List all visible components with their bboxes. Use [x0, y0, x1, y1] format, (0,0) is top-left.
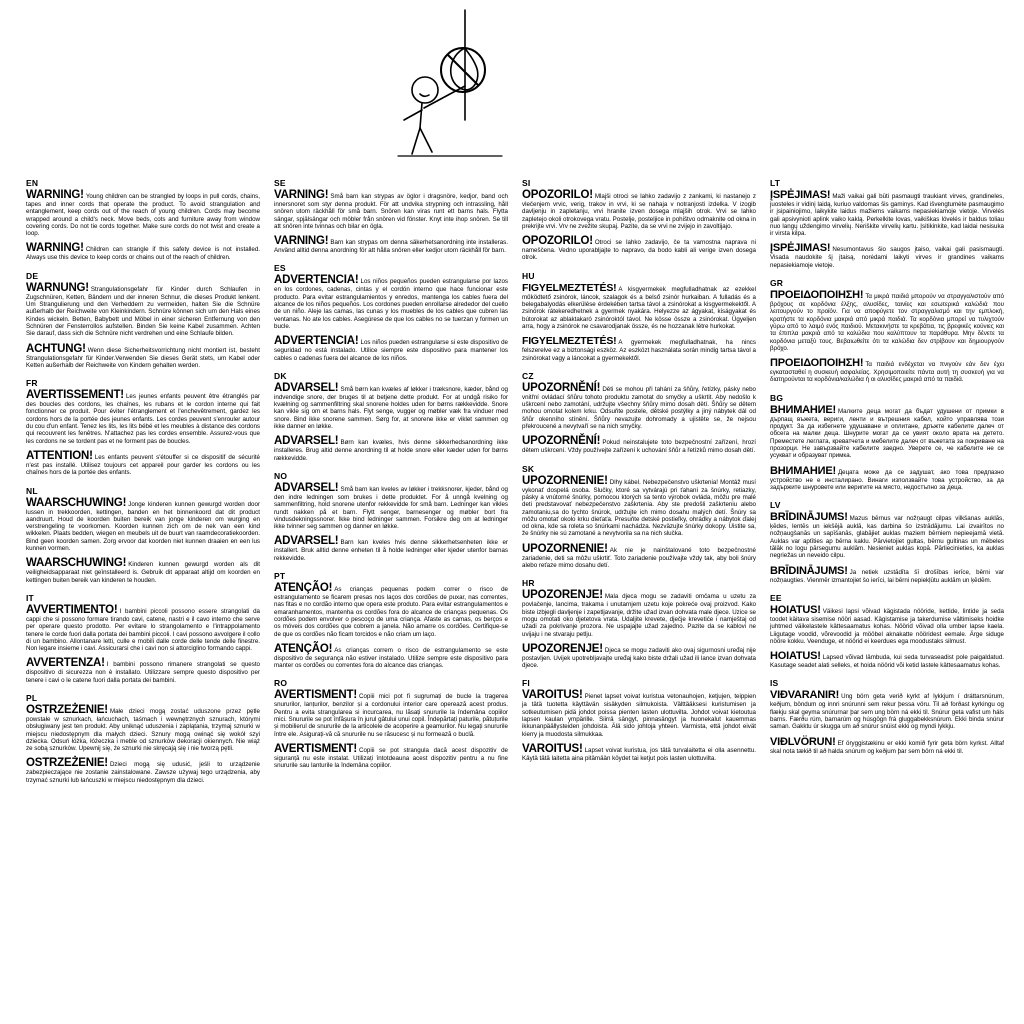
warning-paragraph	[770, 242, 1004, 269]
child-cord-strangulation-drawing	[382, 8, 642, 158]
lang-code: FR	[26, 378, 38, 389]
warning-paragraph	[522, 235, 756, 262]
warning-text: Ak nie je nainštalované toto bezpečnostné zariadenie, deti sa môžu uškrtiť. Toto zariadenie používajte vždy tak, aby boli šnúry alebo reťaze mimo dosahu detí.	[522, 546, 756, 570]
warning-heading: AVERTISMENT!	[274, 742, 357, 755]
warning-heading: OPOZORILO!	[522, 189, 593, 201]
warning-paragraph	[274, 189, 508, 230]
warning-paragraph	[770, 465, 1004, 492]
warning-paragraph	[522, 382, 756, 430]
warning-text: Τα μικρά παιδιά μπορούν να στραγγαλιστούν από βρόχους σε κορδόνια έλξης, αλυσίδες, ταινίες και εσωτερικά καλώδιά που λειτουργούν το προϊόν. Για να αποφύγετε τον στραγγαλισμό και την εμπλοκή, κρατήστε τα κορδόνια μακριά από μικρά παιδιά. Τα κορδόνια μπορεί να τυλιχτούν γύρω από το λαιμό ενός παιδιού. Μετακινήστε τα κρεβάτια, τις βρεφικές κούνιες και τα έπιπλα μακριά από τα καλώδια που καλύπτουν τα παράθυρα. Μην δένετε τα κορδόνια μεταξύ τους. Βεβαιωθείτε ότι τα καλώδια δεν στρίβουν και δημιουργούν βρόχο.	[770, 293, 1004, 352]
warning-text: Barn kan kveles hvis denne sikkerhetsenheten ikke er installert. Bruk alltid denne enheten til å holde ledninger eller kjeder utenfor barnas rekkevidde.	[274, 539, 508, 562]
warning-heading: AVERTISMENT!	[274, 689, 357, 702]
warning-heading: ADVARSEL!	[274, 381, 339, 394]
lang-block-lv	[770, 500, 1004, 584]
warning-text: Børn kan kvæles, hvis denne sikkerhedsanordning ikke installeres. Brug altid denne anordning til at holde snore eller kæder uden for børns rækkevidde.	[274, 439, 508, 462]
warning-paragraph	[522, 589, 756, 637]
lang-block-cz	[522, 371, 756, 455]
warning-text: Dlhy kábel. Nebezpečenstvo uškrtenia! Montáž musí vykonať dospelá osoba. Slučky, ktoré sa vytvárajú pri ťahaní za šnúrky, retiazky, pásky a vnútorné šnúrky, pomocou ktorých sa tento výrobok ovláda, môžu pre malé deti predstavovať nebezpečenstvo zaškrtenia. Aby ste predošli zaškrteniu alebo zamotaniu,sa do tychto šnúrok, udržujte ich mimo dosahu malých detí. Šnúry sa môžu omotať okolo krku dieťaťa. Presuňte detské postieľky, ohrádky a nábytok ďalej od okna, kde sa roleta so šnúrkami nachádza. Nezväzujte šnúrky dokopy. Uistite sa, že šnúrky nie sú zamotané a nevytvorila sa na nich slučka.	[522, 478, 756, 538]
warning-paragraph	[522, 282, 756, 330]
lang-code: HU	[522, 270, 535, 281]
lang-code: HR	[522, 578, 535, 589]
lang-block-pl	[26, 693, 260, 784]
warning-heading: ВНИМАНИЕ!	[770, 403, 836, 416]
warning-heading: ΠΡΟΕΙΔΟΠΟΙΗΣΗ!	[770, 289, 864, 302]
lang-block-de	[26, 271, 260, 369]
warning-paragraph	[522, 475, 756, 538]
warning-paragraph	[26, 497, 260, 553]
warning-paragraph	[26, 604, 260, 652]
warning-text: Små barn kan kveles av løkker i trekksnorer, kjeder, bånd og den indre ledningen som brukes i dette produktet. For å unngå kvelning og sammenfiltring, hold snorene utenfor rekkevidde for små barn. Ledninger kan vikles rundt nakken på et barn. Flytt senger, barnesenger og møbler bort fra vindusdekningssnorer. Ikke bind ledninger sammen. Forsikre deg om at ledninger ikke tvinner seg sammen og danner en løkke.	[274, 485, 508, 531]
warning-paragraph	[770, 689, 1004, 730]
warning-heading: ATENÇÃO!	[274, 582, 333, 595]
warning-paragraph	[26, 557, 260, 584]
warning-paragraph	[770, 511, 1004, 559]
warning-text: Lapsed võivad lämbuda, kui seda turvaseadist pole paigaldatud. Kasutage seadet alati selleks, et hoida nöörid või ketid lastele kättesaamatus kohas.	[770, 654, 1004, 670]
hazard-illustration	[0, 8, 1024, 166]
lang-code: BG	[770, 392, 784, 403]
warning-heading: ADVERTENCIA!	[274, 335, 359, 348]
lang-block-no	[274, 471, 508, 562]
warning-text: Dzieci mogą się udusić, jeśli to urządzenie zabezpieczające nie zostanie zainstalowane. Zawsze używaj tego urządzenia, aby trzymać sznurki lub łańcuszki w miejscu niedostępnym dla dzieci.	[26, 761, 260, 784]
warning-heading: ADVARSEL!	[274, 435, 339, 448]
warning-heading: VIÐLVÖRUN!	[770, 735, 836, 748]
lang-block-gr	[770, 278, 1004, 384]
warning-paragraph	[274, 482, 508, 530]
warning-text: Mlajši otroci se lahko zadavijo z zankami, ki nastanejo z vlečenjem vrvic, verig, trakov in vrvi, ki se nahaja v notranjosti izdelka. V izogib davljenju in zapletanju, vrvi hranite izven dosega mlajših otrok. Vrvi se lahko zapletejo okoli otrokovega vratu. Postelje, posteljice in pohištvo odmaknite od okna in prekrijte vrvi. Vrv ne zvežite skupaj. Pazite, da se vrvi ne zvijejo in zavoltijajo.	[522, 193, 756, 230]
warning-text: Children can strangle if this safety device is not installed. Always use this device to keep cords or chains out of the reach of children.	[26, 246, 260, 262]
warning-text: Ja netiek uzstādīta šī drošības ierīce, bērni var nožņaugties. Vienmēr izmantojiet šo ierīci, lai bērni nepiekļūtu auklām un ķēdēm.	[770, 568, 1004, 584]
warning-heading: BRĪDINĀJUMS!	[770, 511, 848, 524]
warning-heading: UPOZORNĚNÍ!	[522, 435, 601, 448]
warning-heading: ĮSPĖJIMAS!	[770, 242, 831, 255]
lang-code: IS	[770, 678, 779, 689]
warning-heading: UPOZORNENIE!	[522, 474, 608, 487]
warning-text: Los niños pequeños pueden estrangularse por lazos en los cordones, cadenas, cintas y el cordón interno que hace funcionar este producto. Para evitar estrangulamientos y enredos, mantenga los cables fuera del alcance de los niños pequeños. Los cordones pueden enrollarse alrededor del cuello de un niño. Aleje las camas, las cunas y los muebles de los cables que cubren las ventanas. No ate los cables. Asegúrese de que los cables no se tuerzan y formen un bucle.	[274, 278, 508, 330]
warning-heading: WAARSCHUWING!	[26, 496, 127, 509]
warning-heading: ATENÇÃO!	[274, 642, 333, 655]
warning-paragraph	[26, 757, 260, 784]
warning-text: Małe dzieci mogą zostać uduszone przez pętle powstałe w sznurkach, łańcuchach, taśmach i wewnętrznych sznurach, którymi obsługiwany jest ten produkt. Aby uniknąć uduszenia i zaplątania, trzymaj sznurki w miejscu niedostępnym dla małych dzieci. Sznury mogą owinąć się wokół szyi dziecka. Odsuń łóżka, łóżeczka i meble od sznurków dekoracji okiennych. Nie wiąż ze sobą sznurków. Upewnij się, że sznurki nie skręcają się i nie tworzą pętli.	[26, 707, 260, 753]
warning-text: Barn kan strypas om denna säkerhetsanordning inte installeras. Använd alltid denna anordning för att hålla snören eller kedjor utom räckhåll för barn.	[274, 239, 508, 255]
warning-paragraph	[26, 343, 260, 370]
warning-paragraph	[522, 335, 756, 362]
warning-text: Lapset voivat kuristua, jos tätä turvalaitetta ei olla asennettu. Käytä tätä laitetta aina pitämään köydet tai ketjut pois lasten ulottuvilta.	[522, 746, 756, 762]
warning-paragraph	[26, 389, 260, 445]
lang-block-fr	[26, 378, 260, 476]
warning-paragraph	[770, 565, 1004, 584]
warning-text: Децата може да се задушат, ако това предпазно устройство не е инсталирано. Винаги използвайте това устройство, за да задържите шнуровете или веригите на място, недостъпно за деца.	[770, 468, 1004, 491]
warning-text: Mazus bērnus var nožņaugt cilpas vilkšanas auklās, ķēdes, lentēs un iekšējā auklā, kas darbina šo izstrādājumu. Lai izvairītos no nožņaugšanās un sapīšanās, glabājiet auklas maziem bērniem nepieejamā vietā. Auklas var aptīties ap bērna kaklu. Pārvietojiet gultas, bērnu gultinas un mēbeles tālāk no logu pārsegumu auklām. Nesieniet auklas kopā. Pārliecinieties, ka auklas negriežas un neveido cilpu.	[770, 515, 1004, 560]
warning-text: A kisgyermekek megfulladhatnak az ezekkel működtető zsinórok, láncok, szalagok és a belső zsinór hurkaiban. A fulladás és a belegabalyodás elkerülése érdekében tartsa távol a zsinórokat a kisgyermekektől. A zsinórok rátekeredhetnek a gyermek nyakára. Helyezze az ágyakat, kiságyakat és bútorokat az ablaktakaró zsinóroktól távol. Ne kösse össze a zsinórokat. Ügyeljen arra, hogy a zsinórok ne csavarodjanak össze, és ne hozzanak létre hurkokat.	[522, 285, 756, 330]
lang-code: GR	[770, 278, 784, 289]
warning-text: Wenn diese Sicherheitsvorrichtung nicht montiert ist, besteht Strangulationsgefahr für Kinder.Verwenden Sie dieses Gerät stets, um Kabel oder Ketten außerhalb der Reichweite von Kindern gehalten werden.	[26, 346, 260, 369]
warning-paragraph	[522, 743, 756, 762]
warning-text: Los niños pueden estrangularse si este dispositivo de seguridad no está instalado. Utilice siempre este dispositivo para mantener los cables o cadenas fuera del alcance de los niños.	[274, 339, 508, 362]
lang-code: EE	[770, 592, 782, 603]
warning-text: Små børn kan kvæles af løkker i træksnore, kæder, bånd og indvendige snore, der bruges til at betjene dette produkt. For at undgå risiko for kvælning og sammenfiltring skal snorene holdes uden for børns rækkevidde. Snore kan vikle sig om et barns hals. Flyt senge, vugger og møbler væk fra vinduer med snore. Bind ikke snorene sammen. Sørg for, at snorene ikke er viklet sammen og ikke danner en løkke.	[274, 385, 508, 431]
warning-heading: ВНИМАНИЕ!	[770, 464, 836, 477]
warning-heading: WARNING!	[26, 242, 84, 255]
warning-paragraph	[522, 689, 756, 737]
lang-block-it	[26, 593, 260, 684]
lang-code: LV	[770, 500, 781, 511]
lang-block-sk	[522, 464, 756, 570]
lang-block-ro	[274, 678, 508, 769]
warning-heading: UPOZORNENIE!	[522, 542, 608, 555]
warning-paragraph	[26, 704, 260, 752]
warning-heading: UPOZORENJE!	[522, 642, 603, 655]
warning-paragraph	[274, 335, 508, 362]
lang-block-es	[274, 263, 508, 361]
warning-column-3	[522, 178, 756, 793]
lang-block-is	[770, 678, 1004, 754]
warning-paragraph	[522, 435, 756, 454]
lang-code: DK	[274, 370, 287, 381]
warning-heading: WARNUNG!	[26, 281, 89, 294]
warning-heading: ĮSPĖJIMAS!	[770, 189, 831, 201]
lang-code: SI	[522, 178, 531, 188]
warning-text: Děti se mohou při tahání za šňůry, řetízky, pásky nebo vnitřní ovládací šňůru tohoto produktu zamotat do smyčky a uškrtit. Aby nedošlo k uškrcení nebo zamotání, udržujte všechny šňůry mimo dosah dětí. Šňůry se dětem mohou omotat kolem krku. Odsuňte postele, dětské postýlky a jiný nábytek dál od šňůr okenního stínění. Šňůry nevazujte dohromady a ujistěte se, že nejsou překroucené a nevytvaří se na nich smyčky.	[522, 385, 756, 431]
warning-heading: VARNING!	[274, 235, 329, 248]
warning-heading: ADVARSEL!	[274, 481, 339, 494]
warning-text: Väikesi lapsi võivad kägistada nööride, kettide, lintide ja seda toodet käitava sisemise nööri aasad. Kägistamise ja takerdumise vältimiseks hoidke juhtmed väikelastele kättesaamatus kohas. Nöörid võivad olla umber lapse kaela. Liigutage voodid, võrevoodid ja mööbel aknakatte nööridest eemale. Ärge siduge nööre kokku. Veenduge, et nöörid ei keerdues ega moodustaks silmust.	[770, 607, 1004, 645]
warning-text: Jonge kinderen kunnen gewurgd worden door lussen in trekkoorden, kettingen, banden en het binnenkoord dat dit product aandruurt. Houd de koorden buiten bereik van jonge kinderen om wurging en verstrengeling te voorkomen. Koorden kunnen zich om de nek van een kind wikkelen. Plaats bedden, wiegen en meubels uit de buurt van raamdecoratiekoorden. Bind geen koorden samen. Zorg ervoor dat koorden niet kunnen draaien en een lus kunnen vormen.	[26, 500, 260, 553]
warning-heading: FIGYELMEZTETÉS!	[522, 281, 617, 294]
warning-heading: ΠΡΟΕΙΔΟΠΟΙΗΣΗ!	[770, 357, 864, 370]
warning-column-4	[770, 178, 1004, 793]
warning-paragraph	[26, 242, 260, 261]
warning-paragraph	[522, 189, 756, 230]
warning-text: Copiii mici pot fi sugrumați de bucle la tragerea snururilor, lanțurilor, benzilor și a cordonului interior care operează acest produs. Pentru a evita strangularea si incurcarea, nu lăsați snururile la îndemâna copiilor mici. Snururile se pot înfășura în jurul gâtului unui copil. Îndepărtați paturile, pătuțurile și mobilierul de snururile de la articolele de acoperire a geamurilor. Nu legați snururile între ele. Asigurați-vă că snururile nu se răsucesc și nu formează o buclă.	[274, 693, 508, 738]
warning-text: Les enfants peuvent s'étouffer si ce dispositif de sécurité n'est pas installé. Utilisez toujours cet appareil pour garder les cordons ou les chaînes hors de la portée des enfants.	[26, 453, 260, 477]
lang-code: RO	[274, 678, 288, 689]
warning-columns	[26, 178, 1006, 793]
warning-heading: ATTENTION!	[26, 449, 93, 462]
warning-heading: AVVERTENZA!	[26, 657, 105, 670]
warning-text: Pokud neinstalujete toto bezpečnostní zařízení, hrozí dětem uškrcení. Vždy používejte zařízení k uchování šňůr a řetízků mimo dosah dětí.	[522, 439, 756, 455]
warning-heading: ACHTUNG!	[26, 342, 86, 355]
warning-text: I bambini piccoli possono essere strangolati da cappi che si possono formare tirando cavi, catene, nastri e il cavo interno che serve per operare questo prodotto. Per evitare lo strangolamento e l'intrappolamento tenere le corde fuori dalla portata dei bambini piccoli. I cavi possono avvolgere il collo di un bambino. Allontanare letti, culle e mobili dalle corde delle tende delle finestre. Non legare insieme i cavi. Assicurarsi che i cavi non si attorciglino formando cappi.	[26, 607, 260, 653]
warning-text: I bambini possono rimanere strangolati se questo dispositivo di sicurezza non è installato. Utilizzare sempre questo dispositivo per tenere i cavi o le catene fuori dalla portata dei bambini.	[26, 661, 260, 684]
warning-heading: HOIATUS!	[770, 603, 821, 616]
lang-code: DE	[26, 270, 39, 281]
lang-block-hr	[522, 578, 756, 669]
lang-code: NL	[26, 485, 38, 496]
warning-heading: OSTRZEŻENIE!	[26, 757, 108, 770]
lang-code: ES	[274, 263, 286, 274]
warning-paragraph	[770, 604, 1004, 645]
warning-column-2	[274, 178, 508, 793]
lang-block-bg	[770, 393, 1004, 491]
warning-text: Nesumontavus šio saugos įtaiso, vaikai gali pasismaugti. Visada naudokite šį įtaisą, norėdami laikyti virves ir grandines vaikams nepasiekiamoje vietoje.	[770, 246, 1004, 269]
warning-heading: VIÐVARANIR!	[770, 689, 840, 702]
warning-paragraph	[274, 274, 508, 330]
lang-code: SK	[522, 463, 535, 474]
warning-heading: ADVARSEL!	[274, 535, 339, 548]
warning-paragraph	[770, 357, 1004, 384]
warning-heading: HOIATUS!	[770, 650, 821, 663]
lang-block-se	[274, 178, 508, 254]
warning-text: Ef öryggistækinu er ekki komið fyrir geta börn kyrkst. Alltaf skal nota tækið til að halda snúrum og keðjum þar sem börn ná ekki til.	[770, 739, 1004, 755]
warning-text: Young children can be strangled by loops in pull cords, chains, tapes and inner cords that operate the product. To avoid strangulation and entanglement, keep cords out of the reach of young children. Cords may become wrapped around a child's neck. Move beds, cots and furniture away from window covering cords. Do not tie cords together. Make sure cords do not twist and create a loop.	[26, 193, 260, 238]
warning-text: Mala djeca mogu se zadaviti omčama u uzetu za povlačenje, lancima, trakama i unutarnjem uzetu koje pokreće ovaj proizvod. Kako biste izbjegli davljenje i zapetljavanje, držite užad izvan dohvata male djece. Uzice se mogu omotati oko djetetova vrata. Udaljite krevete, dječje krevetiće i namještaj od užadi za pokrivanje prozora. Ne uspajajte užad zajedno. Pazite da se kablovi ne uvijaju i ne stvaraju petlju.	[522, 593, 756, 638]
warning-paragraph	[274, 582, 508, 638]
warning-heading: VARNING!	[274, 189, 329, 201]
warning-heading: AVVERTIMENTO!	[26, 603, 118, 616]
lang-block-fi	[522, 678, 756, 762]
warning-paragraph	[522, 643, 756, 670]
warning-text: Djeca se mogu zadaviti ako ovaj sigurnosni uređaj nije postavljen. Uvijek upotrebljavajte uređaj kako biste držali užad ili lance izvan dohvata djece.	[522, 646, 756, 670]
lang-code: LT	[770, 178, 781, 188]
warning-heading: VAROITUS!	[522, 689, 583, 702]
warning-text: Otroci se lahko zadavijo, če ta varnostna naprava ni nameščena. Vedno uporabljajte to napravo, da bodo kabli ali verige izven dosega otrok.	[522, 239, 756, 262]
warning-text: Maži vaikai gali būti pasmaugti traukiant virves, grandineles, juosteles ir vidinį laidą, kuriuo valdomas šis gaminys. Kad išvengtumėte pasmaugimo ir įsipainiojimo, laikykite laidus mažiems vaikams nepasiekiamoje vietoje. Virvelės gali apsivynioti aplink vaiko kaklą. Perkelkite lovas, vaikiškas lóvelés ir baldus toliau nuo langų uždengimo virvelių. Neriškite virvelių kartu. Įsitikinkite, kad laidai nesisuka ir virsta kilpa.	[770, 193, 1004, 238]
warning-heading: OPOZORILO!	[522, 235, 593, 248]
warning-paragraph	[770, 189, 1004, 237]
warning-text: As crianças correm o risco de estrangulamento se este dispositivo de segurança não estiver instalado. Utilize sempre este dispositivo para manter os cordões ou correntes fora do alcance das crianças.	[274, 646, 508, 670]
warning-text: Les jeunes enfants peuvent être étranglés par des boucles des cordons, les chaînes, les rubans et le cordon interne qui fait fonctionner ce produit. Pour éviter l'étranglement et l'enchevêtrement, gardez les cordons hors de la portée des jeunes enfants. Les cordes peuvent s'enrouler autour du cou d'un enfant. Tenez les lits, les lits bébé et les meubles à distance des cordons qui recouvrent les fenêtres. N'attachez pas les cordes ensemble. Assurez-vous que les cordons ne se tordent pas et ne forment pas de boucles.	[26, 393, 260, 445]
warning-text: Små barn kan strypas av öglor i dragsnöre, kedjor, band och innersnoret som styr denna produkt. För att undvika strypning och intrassling, håll snören utom räckhåll för små barn. Snören kan viras runt ett barns hals. Flytta sängar, spjälsängar och möbler från snören vid fönster. Knyt inte ihop snören. Se till att snören inte tvinnas och bilar en ögla.	[274, 193, 508, 230]
lang-block-en	[26, 178, 260, 262]
lang-code: FI	[522, 678, 530, 689]
warning-text: Strangulationsgefahr für Kinder durch Schlaufen in Zugschnüren, Ketten, Bändern und der inneren Schnur, die dieses Produkt lenkent. Um Strangulierung und den Verheddern zu vermeiden, halten Sie die Schnüre außerhalb der Reichweite von Kleinkindern. Schnüre können sich um den Hals eines Kindes wickeln. Betten, Babybett und Möbel in einer sicheren Entfernung von den Schnüren der Fensterrollos aufstellen. Binden Sie keine Kabel zusammen. Achten Sie darauf, dass sich die Schnüre nicht verdrehen und eine Schlaufe bilden.	[26, 285, 260, 338]
warning-text: Малките деца могат да бъдат удушени от примки в дърпащ въжета, вериги, ленти и вътрешния кабел, който управлява този продукт. За да избегнете удушаване и оплитане, дръжте кабелите далеч от обсега на малки деца. Шнурите могат да се увият около врата на детето. Преместете леглата, креватчета и мебелите далеч от въжетата за покриване на прозорци. Не завързвайте кабелите заедно. Уверете се, че кабелите не се усукват и образуват примка.	[770, 407, 1004, 460]
warning-paragraph	[770, 736, 1004, 755]
warning-heading: WAARSCHUWING!	[26, 557, 127, 570]
warning-heading: BRĪDINĀJUMS!	[770, 564, 848, 577]
warning-paragraph	[26, 450, 260, 477]
lang-code: EN	[26, 178, 39, 188]
warning-heading: UPOZORNĚNÍ!	[522, 381, 601, 394]
warning-paragraph	[274, 643, 508, 670]
warning-column-1	[26, 178, 260, 793]
warning-paragraph	[274, 689, 508, 737]
warning-heading: VAROITUS!	[522, 742, 583, 755]
lang-code: SE	[274, 178, 286, 188]
warning-paragraph	[274, 435, 508, 462]
warning-text: As crianças pequenas podem correr o risco de estrangulamento se ficarem presas nos laços dos cordões de puxar, nas correntes, nas fitas e no cordão interno que opera este produto. Para evitar estrangulamentos e emaranhamentos, mantenha os cordões fora do alcance de crianças pequenas. Os cordões podem envolver o pescoço de uma criança. Afaste as camas, os berços e os móveis dos cordões que cobrem a janela. Não amarre os cordões. Certifique-se de que os cordões não ficam torcidos e não criam um laço.	[274, 586, 508, 638]
warning-paragraph	[274, 382, 508, 430]
warning-paragraph	[522, 543, 756, 570]
lang-block-nl	[26, 486, 260, 584]
warning-paragraph	[274, 535, 508, 562]
lang-block-si	[522, 178, 756, 262]
lang-block-hu	[522, 271, 756, 362]
warning-text: Kinderen kunnen gewurgd worden als dit veiligheidsapparaat niet geïnstalleerd is. Gebruik dit apparaat altijd om koorden en kettingen buiten bereik van kinderen te houden.	[26, 561, 260, 584]
warning-text: Pienet lapset voivat kuristua vetonauhojen, ketjujen, teippien ja tätä tuotetta käyttävän sisäkyden silmukoista. Välttääksesi kuristumisen ja sotkeutumisen pidä johdot poissa pienten lasten ulottuvilta. Johdot voivat kietoutua lapsen kaulan ympärille. Siirrä sängyt, pinnasängyt ja huonekalut kauemmas ikkunanpäällysteiden johdoista. Älä sido johtoja yhteen. Varmista, että johdot eivät kierry ja muodosta silmukkaa.	[522, 693, 756, 738]
warning-paragraph	[770, 650, 1004, 669]
warning-heading: FIGYELMEZTETÉS!	[522, 335, 617, 348]
lang-code: NO	[274, 470, 288, 481]
warning-heading: ADVERTENCIA!	[274, 274, 359, 287]
warning-heading: WARNING!	[26, 189, 84, 201]
warning-paragraph	[770, 404, 1004, 460]
warning-text: A gyermekek megfulladhatnak, ha nincs felszerelve ez a biztonsági eszköz. Az eszközt használata során mindig tartsa távol a zsinórokat vagy a láncokat a gyermekektől.	[522, 339, 756, 362]
lang-code: CZ	[522, 370, 534, 381]
warning-heading: AVERTISSEMENT!	[26, 389, 124, 402]
warning-paragraph	[26, 189, 260, 237]
warning-text: Τα παιδιά ενδέχεται να πνιγούν εάν δεν έχει εγκατασταθεί η συσκευή ασφαλείας. Χρησιμοποιείτε πάντα αυτή τη συσκευή για να διατηρούνται τα κορδόνια/καλώδια ή οι αλυσίδες μακριά από τα παιδιά.	[770, 361, 1004, 384]
warning-text: Copiii se pot strangula dacă acest dispozitiv de siguranță nu este instalat. Utilizați întotdeauna acest dispozitiv pentru a nu fine snururile sau lanturile la îndemâna copiilor.	[274, 746, 508, 770]
warning-paragraph	[770, 289, 1004, 352]
warning-paragraph	[274, 743, 508, 770]
lang-code: IT	[26, 592, 34, 603]
warning-paragraph	[26, 657, 260, 684]
lang-block-ee	[770, 593, 1004, 669]
warning-heading: UPOZORENJE!	[522, 589, 603, 602]
warning-heading: OSTRZEŻENIE!	[26, 703, 108, 716]
warning-text: Ung börn geta verið kyrkt af lykkjum í dráttarsnúrum, keðjum, böndum og innri snúrunni sem rekur þessa vöru. Til að forðast kyrkingu og flækju skal geyma snúrurnar þar sem ung börn ná ekki til. Snúrur geta vafist um háls barns. Færðu rúm, barnarúm og húsgögn frá gluggabekksnúrum. Ekki binda snúrur saman. Gakktu úr skugga um að snúrur snúist ekki og myndi lykkju.	[770, 693, 1004, 731]
warning-paragraph	[26, 282, 260, 338]
lang-block-lt	[770, 178, 1004, 269]
lang-block-pt	[274, 571, 508, 669]
lang-code: PT	[274, 571, 286, 582]
lang-code: PL	[26, 692, 38, 703]
warning-paragraph	[274, 235, 508, 254]
lang-block-dk	[274, 371, 508, 462]
